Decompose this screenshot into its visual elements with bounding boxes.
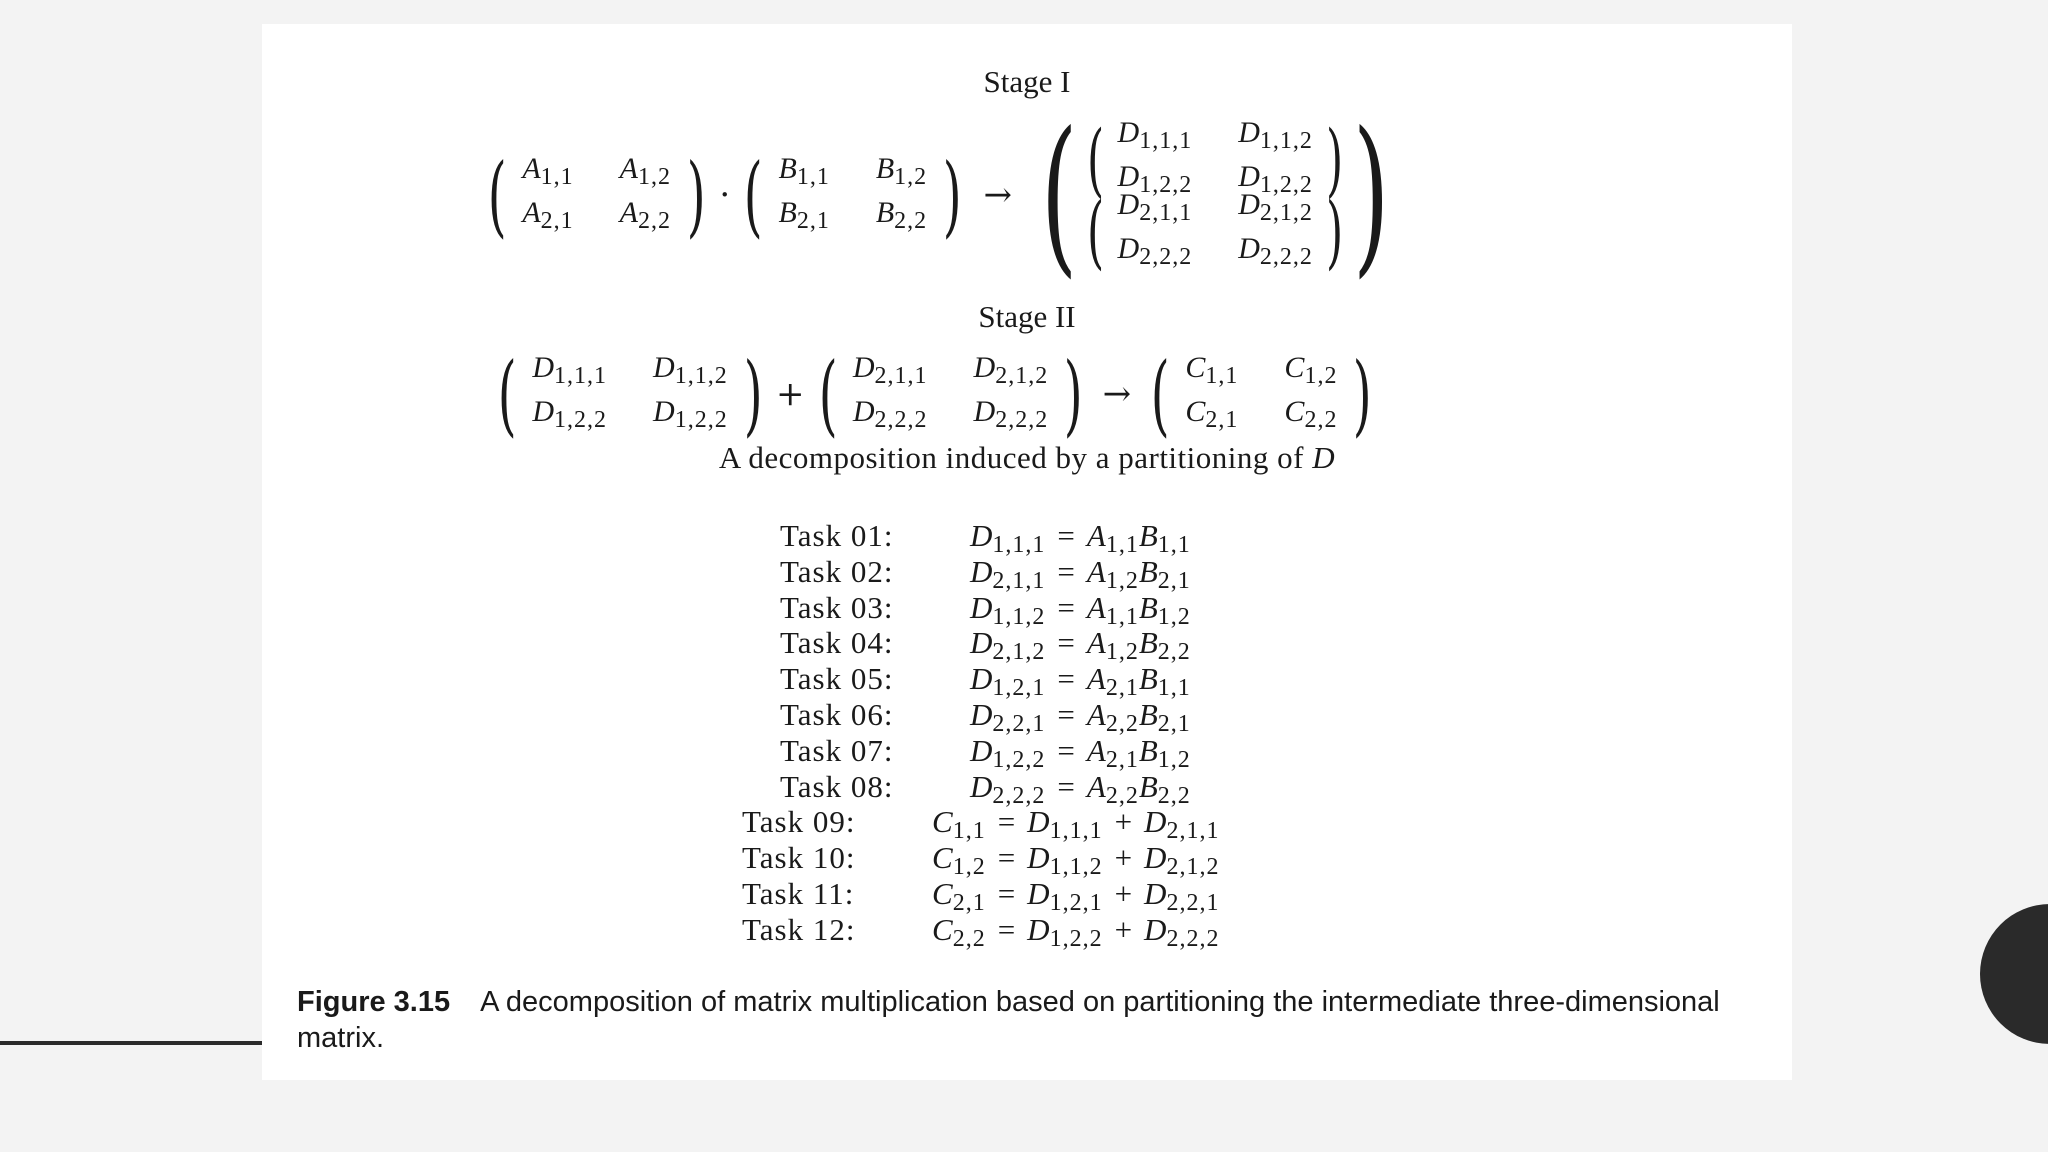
- task-term-1: $A_{2,2}$: [1086, 768, 1139, 809]
- matrix-cell: $A_{1,1}$: [522, 152, 574, 190]
- matrix-d-lower: [1112, 187, 1319, 275]
- left-paren: (: [497, 342, 517, 446]
- task-term-1: $A_{2,2}$: [1086, 697, 1139, 737]
- equals-sign: =: [1057, 553, 1075, 589]
- decomposition-subtitle: [262, 440, 1792, 476]
- equals-sign: =: [1057, 768, 1075, 804]
- task-term-2: $B_{1,2}$: [1138, 589, 1191, 630]
- figure-panel: [262, 24, 1792, 1080]
- task-term-2: $D_{2,1,1}$: [1144, 804, 1220, 845]
- equals-sign: =: [1057, 518, 1075, 553]
- matrix-cell: $D_{1,1,1}$: [532, 351, 608, 389]
- left-paren: (: [1087, 112, 1105, 206]
- matrix-d-upper-wrap: [1080, 112, 1350, 206]
- matrix-cell: $A_{2,1}$: [522, 196, 574, 234]
- right-paren: ): [1325, 184, 1344, 278]
- right-paren: ): [1325, 112, 1344, 206]
- right-paren: ): [743, 342, 763, 446]
- task-label: Task 03:: [780, 589, 894, 625]
- left-paren: (: [1087, 184, 1105, 278]
- stage-2-equation: [490, 344, 1380, 444]
- matrix-a: [514, 151, 679, 239]
- task-term-1: $D_{1,2,1}$: [1027, 876, 1103, 916]
- matrix-b: [771, 151, 936, 239]
- arrow: →: [983, 175, 1012, 215]
- task-label: Task 01:: [780, 518, 894, 553]
- equals-sign: =: [997, 804, 1016, 840]
- matrix-cell: $D_{1,1,2}$: [1238, 116, 1313, 154]
- matrix-cell: $D_{1,1,1}$: [1117, 116, 1193, 154]
- equals-sign: =: [1057, 732, 1075, 768]
- task-term-1: $A_{2,1}$: [1086, 732, 1139, 773]
- stage-1-title: Stage I: [983, 64, 1071, 99]
- matrix-cell: $C_{1,1}$: [1185, 351, 1239, 389]
- left-paren: (: [818, 342, 838, 446]
- task-term-1: $D_{1,1,1}$: [1027, 804, 1103, 845]
- equals-sign: =: [1057, 625, 1075, 661]
- figure-label: Figure 3.15: [297, 986, 451, 1018]
- task-label: Task 12:: [742, 911, 856, 947]
- equals-sign: =: [1057, 661, 1075, 697]
- plus-sign: +: [1114, 840, 1133, 876]
- matrix-cell: $D_{2,1,1}$: [1117, 188, 1193, 226]
- right-paren: ): [1353, 342, 1373, 446]
- task-label: Task 02:: [780, 553, 894, 589]
- task-term-2: $D_{2,2,1}$: [1144, 876, 1220, 916]
- plus-sign: +: [1114, 804, 1133, 840]
- matrix-cell: $B_{1,2}$: [875, 152, 928, 190]
- matrix-cell: $C_{2,2}$: [1284, 395, 1338, 433]
- outer-left-paren: (: [1040, 96, 1078, 294]
- equals-sign: =: [997, 911, 1016, 947]
- arrow: →: [1102, 374, 1132, 414]
- task-term-1: $A_{1,1}$: [1086, 518, 1139, 558]
- task-term-2: $D_{2,2,2}$: [1144, 911, 1220, 952]
- matrix-cell: $C_{2,1}$: [1185, 395, 1239, 433]
- task-lhs: $D_{1,2,1}$: [970, 661, 1046, 702]
- subtitle-text: A decomposition induced by a partitioning of: [718, 440, 1313, 475]
- left-paren: (: [743, 143, 763, 247]
- equals-sign: =: [997, 876, 1016, 911]
- matrix-d-stack: [1080, 112, 1350, 278]
- matrix-d1: [524, 350, 735, 438]
- equals-sign: =: [1057, 697, 1075, 732]
- matrix-cell: $D_{2,2,2}$: [973, 395, 1049, 433]
- task-lhs: $C_{1,2}$: [932, 840, 986, 881]
- task-term-1: $D_{1,2,2}$: [1027, 911, 1103, 952]
- task-term-2: $B_{1,1}$: [1138, 661, 1191, 702]
- matrix-cell: $D_{2,1,2}$: [1238, 188, 1313, 226]
- task-label: Task 06:: [780, 697, 894, 732]
- right-paren: ): [942, 143, 962, 247]
- task-term-1: $D_{1,1,2}$: [1027, 840, 1103, 881]
- task-term-2: $B_{2,2}$: [1138, 768, 1191, 809]
- matrix-cell: $C_{1,2}$: [1284, 351, 1338, 389]
- matrix-cell: $D_{1,2,2}$: [1238, 160, 1313, 198]
- task-lhs: $D_{1,1,1}$: [970, 518, 1046, 558]
- task-lhs: $D_{1,1,2}$: [970, 589, 1046, 630]
- stage-1-equation: [480, 96, 1404, 294]
- left-paren: (: [1150, 342, 1170, 446]
- task-term-2: $B_{1,2}$: [1138, 732, 1191, 773]
- task-lhs: $C_{1,1}$: [932, 804, 986, 845]
- task-term-2: $D_{2,1,2}$: [1144, 840, 1220, 881]
- matrix-cell: $B_{2,2}$: [875, 196, 928, 234]
- matrix-d2: [845, 350, 1056, 438]
- task-label: Task 05:: [780, 661, 894, 697]
- task-lhs: $D_{2,1,1}$: [970, 553, 1046, 594]
- matrix-cell: $D_{1,2,2}$: [532, 395, 608, 433]
- task-term-2: $B_{2,1}$: [1138, 553, 1191, 594]
- task-label: Task 04:: [780, 625, 894, 661]
- right-paren: ): [1063, 342, 1083, 446]
- decorative-circle: [1980, 904, 2048, 1044]
- task-lhs: $D_{1,2,2}$: [970, 732, 1046, 773]
- matrix-cell: $D_{1,2,2}$: [1117, 160, 1193, 198]
- task-row: [742, 912, 1219, 953]
- task-term-2: $B_{2,1}$: [1138, 697, 1191, 737]
- left-paren: (: [487, 143, 507, 247]
- task-lhs: $C_{2,2}$: [932, 911, 986, 952]
- task-lhs: $D_{2,1,2}$: [970, 625, 1046, 666]
- equals-sign: =: [997, 840, 1016, 876]
- task-term-2: $B_{1,1}$: [1138, 518, 1191, 558]
- stage-2-title: Stage II: [978, 299, 1076, 334]
- task-term-1: $A_{1,1}$: [1086, 589, 1139, 630]
- task-term-1: $A_{1,2}$: [1086, 625, 1139, 666]
- task-label: Task 08:: [780, 768, 894, 804]
- matrix-cell: $D_{2,2,2}$: [852, 395, 928, 433]
- equals-sign: =: [1057, 589, 1075, 625]
- matrix-cell: $D_{2,2,2}$: [1238, 232, 1313, 270]
- task-label: Task 07:: [780, 732, 894, 768]
- multiply-dot: ·: [719, 175, 731, 215]
- matrix-cell: $D_{2,2,2}$: [1117, 232, 1193, 270]
- plus-sign: +: [776, 374, 805, 414]
- task-equation: [932, 912, 1219, 953]
- right-paren: ): [686, 143, 706, 247]
- matrix-cell: $D_{1,1,2}$: [653, 351, 728, 389]
- matrix-cell: $D_{1,2,2}$: [653, 395, 728, 433]
- left-divider-rule: [0, 1041, 262, 1045]
- caption-text: A decomposition of matrix multiplication based on partitioning the intermediate three-dimensional matrix.: [297, 986, 1720, 1054]
- outer-right-paren: ): [1353, 96, 1390, 294]
- plus-sign: +: [1114, 876, 1133, 911]
- matrix-c: [1177, 350, 1345, 438]
- task-term-1: $A_{2,1}$: [1086, 661, 1139, 702]
- matrix-cell: $A_{2,2}$: [619, 196, 671, 234]
- subtitle-variable: D: [1312, 440, 1336, 475]
- matrix-cell: $A_{1,2}$: [619, 152, 671, 190]
- matrix-cell: $B_{2,1}$: [778, 196, 830, 234]
- task-term-2: $B_{2,2}$: [1138, 625, 1191, 666]
- matrix-cell: $B_{1,1}$: [778, 152, 830, 190]
- task-term-1: $A_{1,2}$: [1086, 553, 1139, 594]
- task-label: Task 11:: [742, 876, 855, 911]
- matrix-cell: $D_{2,1,2}$: [973, 351, 1049, 389]
- plus-sign: +: [1114, 911, 1133, 947]
- task-label: Task 10:: [742, 840, 856, 876]
- matrix-d-lower-wrap: [1080, 184, 1350, 278]
- task-lhs: $D_{2,2,1}$: [970, 697, 1046, 737]
- task-label: Task 09:: [742, 804, 856, 840]
- task-lhs: $C_{2,1}$: [932, 876, 986, 916]
- matrix-cell: $D_{2,1,1}$: [852, 351, 928, 389]
- figure-caption: [297, 984, 1777, 1056]
- task-lhs: $D_{2,2,2}$: [970, 768, 1046, 809]
